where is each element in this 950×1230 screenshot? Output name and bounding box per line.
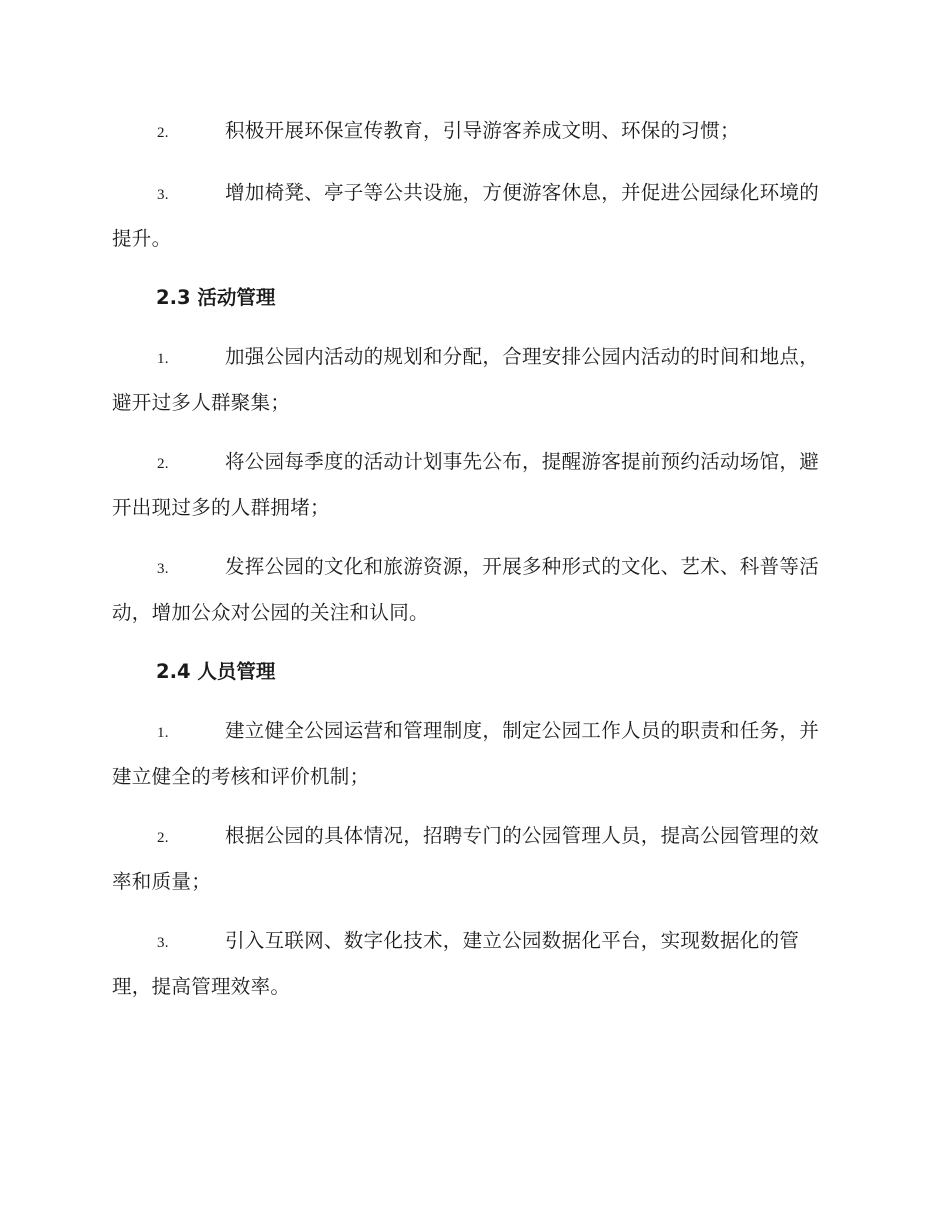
list-item-number: 1. [157,725,169,741]
list-item-text: 建立健全公园运营和管理制度，制定公园工作人员的职责和任务，并建立健全的考核和评价机制； [112,719,820,788]
list-item [112,709,834,798]
list-item [112,109,834,155]
list-item-number: 3. [157,561,169,577]
list-item [112,335,834,424]
list-item [112,814,834,903]
list-item-number: 3. [157,187,169,203]
list-item-text: 积极开展环保宣传教育，引导游客养成文明、环保的习惯； [225,119,740,142]
list-item-text: 将公园每季度的活动计划事先公布，提醒游客提前预约活动场馆，避开出现过多的人群拥堵； [112,450,820,519]
list-item [112,545,834,634]
list-item [112,171,834,260]
list-item-text: 引入互联网、数字化技术，建立公园数据化平台，实现数据化的管理，提高管理效率。 [112,929,800,998]
list-item-number: 1. [157,351,169,367]
list-item-text: 根据公园的具体情况，招聘专门的公园管理人员，提高公园管理的效率和质量； [112,824,820,893]
list-item-number: 2. [157,830,169,846]
document-body [112,109,834,1024]
list-item-text: 增加椅凳、亭子等公共设施，方便游客休息，并促进公园绿化环境的提升。 [112,181,820,250]
list-item-number: 3. [157,935,169,951]
list-item-number: 2. [157,456,169,472]
list-item [112,440,834,529]
list-item-text: 发挥公园的文化和旅游资源，开展多种形式的文化、艺术、科普等活动，增加公众对公园的关注和认同。 [112,555,820,624]
section-heading-activity-management: 2.3 活动管理 [156,286,276,309]
section-heading-personnel-management: 2.4 人员管理 [156,660,276,683]
list-item-number: 2. [157,125,169,141]
list-item [112,919,834,1008]
list-item-text: 加强公园内活动的规划和分配，合理安排公园内活动的时间和地点，避开过多人群聚集； [112,345,820,414]
